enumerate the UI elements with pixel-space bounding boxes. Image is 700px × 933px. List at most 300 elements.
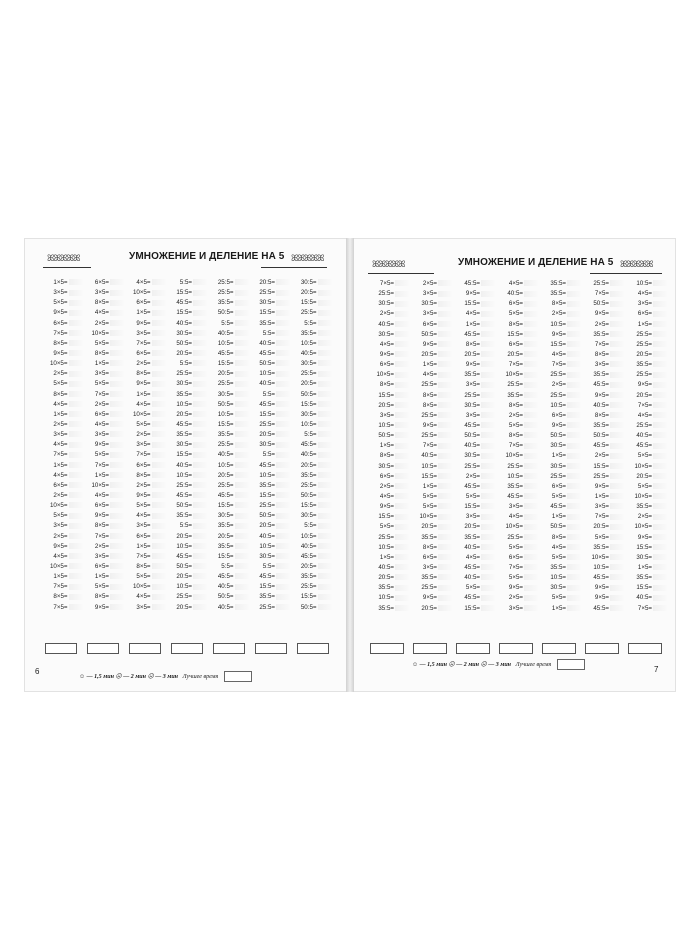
- answer-field[interactable]: [395, 574, 409, 580]
- answer-field[interactable]: [610, 524, 624, 530]
- answer-field[interactable]: [69, 553, 83, 559]
- answer-field[interactable]: [276, 310, 290, 316]
- answer-field[interactable]: [152, 452, 166, 458]
- answer-field[interactable]: [276, 279, 290, 285]
- answer-field[interactable]: [610, 331, 624, 337]
- answer-field[interactable]: [318, 604, 332, 610]
- answer-field[interactable]: [152, 513, 166, 519]
- answer-field[interactable]: [481, 493, 495, 499]
- answer-field[interactable]: [110, 300, 124, 306]
- answer-field[interactable]: [193, 584, 207, 590]
- answer-field[interactable]: [193, 340, 207, 346]
- answer-field[interactable]: [653, 483, 667, 489]
- answer-field[interactable]: [152, 300, 166, 306]
- answer-field[interactable]: [438, 605, 452, 611]
- answer-field[interactable]: [653, 534, 667, 540]
- answer-field[interactable]: [438, 402, 452, 408]
- answer-field[interactable]: [193, 442, 207, 448]
- answer-field[interactable]: [438, 463, 452, 469]
- answer-field[interactable]: [235, 594, 249, 600]
- answer-field[interactable]: [193, 502, 207, 508]
- answer-field[interactable]: [438, 544, 452, 550]
- answer-field[interactable]: [438, 585, 452, 591]
- answer-field[interactable]: [69, 482, 83, 488]
- answer-field[interactable]: [152, 584, 166, 590]
- answer-field[interactable]: [395, 331, 409, 337]
- answer-field[interactable]: [395, 585, 409, 591]
- answer-field[interactable]: [318, 391, 332, 397]
- answer-field[interactable]: [481, 311, 495, 317]
- answer-field[interactable]: [395, 524, 409, 530]
- answer-field[interactable]: [276, 340, 290, 346]
- answer-field[interactable]: [481, 291, 495, 297]
- answer-field[interactable]: [110, 421, 124, 427]
- answer-field[interactable]: [276, 391, 290, 397]
- answer-field[interactable]: [276, 573, 290, 579]
- answer-field[interactable]: [152, 472, 166, 478]
- answer-field[interactable]: [69, 533, 83, 539]
- answer-field[interactable]: [193, 462, 207, 468]
- answer-field[interactable]: [395, 382, 409, 388]
- answer-field[interactable]: [276, 513, 290, 519]
- answer-field[interactable]: [610, 463, 624, 469]
- answer-field[interactable]: [653, 392, 667, 398]
- answer-field[interactable]: [567, 321, 581, 327]
- answer-field[interactable]: [110, 330, 124, 336]
- answer-field[interactable]: [524, 453, 538, 459]
- answer-field[interactable]: [395, 361, 409, 367]
- answer-field[interactable]: [567, 453, 581, 459]
- answer-field[interactable]: [481, 351, 495, 357]
- answer-field[interactable]: [524, 595, 538, 601]
- answer-field[interactable]: [235, 513, 249, 519]
- answer-field[interactable]: [481, 534, 495, 540]
- answer-field[interactable]: [567, 463, 581, 469]
- answer-field[interactable]: [395, 514, 409, 520]
- answer-field[interactable]: [235, 290, 249, 296]
- answer-field[interactable]: [318, 360, 332, 366]
- answer-field[interactable]: [395, 463, 409, 469]
- answer-field[interactable]: [524, 392, 538, 398]
- answer-field[interactable]: [318, 350, 332, 356]
- answer-field[interactable]: [438, 503, 452, 509]
- answer-field[interactable]: [276, 360, 290, 366]
- answer-field[interactable]: [235, 300, 249, 306]
- answer-field[interactable]: [481, 595, 495, 601]
- answer-field[interactable]: [395, 402, 409, 408]
- answer-field[interactable]: [110, 350, 124, 356]
- answer-field[interactable]: [438, 595, 452, 601]
- answer-field[interactable]: [481, 382, 495, 388]
- answer-field[interactable]: [276, 421, 290, 427]
- answer-field[interactable]: [152, 381, 166, 387]
- answer-field[interactable]: [438, 443, 452, 449]
- answer-field[interactable]: [610, 544, 624, 550]
- answer-field[interactable]: [610, 301, 624, 307]
- answer-field[interactable]: [610, 321, 624, 327]
- answer-field[interactable]: [318, 482, 332, 488]
- answer-field[interactable]: [481, 301, 495, 307]
- answer-field[interactable]: [481, 585, 495, 591]
- answer-field[interactable]: [653, 432, 667, 438]
- answer-field[interactable]: [276, 492, 290, 498]
- answer-field[interactable]: [610, 422, 624, 428]
- answer-field[interactable]: [110, 573, 124, 579]
- answer-field[interactable]: [235, 584, 249, 590]
- answer-field[interactable]: [235, 523, 249, 529]
- answer-field[interactable]: [276, 604, 290, 610]
- answer-field[interactable]: [653, 564, 667, 570]
- answer-field[interactable]: [438, 412, 452, 418]
- answer-field[interactable]: [69, 290, 83, 296]
- answer-field[interactable]: [110, 502, 124, 508]
- answer-field[interactable]: [438, 321, 452, 327]
- answer-field[interactable]: [653, 503, 667, 509]
- answer-field[interactable]: [318, 502, 332, 508]
- answer-field[interactable]: [395, 534, 409, 540]
- answer-field[interactable]: [318, 371, 332, 377]
- answer-field[interactable]: [69, 543, 83, 549]
- answer-field[interactable]: [69, 381, 83, 387]
- answer-field[interactable]: [318, 543, 332, 549]
- answer-field[interactable]: [395, 595, 409, 601]
- answer-field[interactable]: [481, 514, 495, 520]
- answer-field[interactable]: [276, 452, 290, 458]
- answer-field[interactable]: [110, 371, 124, 377]
- answer-field[interactable]: [481, 554, 495, 560]
- answer-field[interactable]: [110, 340, 124, 346]
- answer-field[interactable]: [69, 513, 83, 519]
- answer-field[interactable]: [276, 543, 290, 549]
- answer-field[interactable]: [110, 492, 124, 498]
- answer-field[interactable]: [152, 330, 166, 336]
- answer-field[interactable]: [524, 331, 538, 337]
- answer-field[interactable]: [438, 422, 452, 428]
- answer-field[interactable]: [610, 443, 624, 449]
- answer-field[interactable]: [524, 291, 538, 297]
- answer-field[interactable]: [567, 534, 581, 540]
- answer-field[interactable]: [69, 452, 83, 458]
- answer-field[interactable]: [438, 473, 452, 479]
- answer-field[interactable]: [110, 604, 124, 610]
- answer-field[interactable]: [110, 431, 124, 437]
- answer-field[interactable]: [653, 544, 667, 550]
- answer-field[interactable]: [69, 279, 83, 285]
- answer-field[interactable]: [653, 331, 667, 337]
- answer-field[interactable]: [276, 594, 290, 600]
- answer-field[interactable]: [235, 462, 249, 468]
- answer-field[interactable]: [610, 351, 624, 357]
- answer-field[interactable]: [235, 472, 249, 478]
- answer-field[interactable]: [235, 350, 249, 356]
- answer-field[interactable]: [69, 573, 83, 579]
- answer-field[interactable]: [318, 381, 332, 387]
- answer-field[interactable]: [438, 361, 452, 367]
- time-box[interactable]: [129, 643, 161, 654]
- answer-field[interactable]: [438, 514, 452, 520]
- answer-field[interactable]: [567, 605, 581, 611]
- answer-field[interactable]: [610, 432, 624, 438]
- answer-field[interactable]: [524, 554, 538, 560]
- answer-field[interactable]: [653, 321, 667, 327]
- answer-field[interactable]: [318, 279, 332, 285]
- answer-field[interactable]: [395, 412, 409, 418]
- answer-field[interactable]: [276, 350, 290, 356]
- answer-field[interactable]: [69, 350, 83, 356]
- answer-field[interactable]: [235, 452, 249, 458]
- answer-field[interactable]: [524, 564, 538, 570]
- answer-field[interactable]: [653, 605, 667, 611]
- time-box[interactable]: [297, 643, 329, 654]
- answer-field[interactable]: [524, 361, 538, 367]
- answer-field[interactable]: [395, 483, 409, 489]
- answer-field[interactable]: [235, 492, 249, 498]
- answer-field[interactable]: [524, 372, 538, 378]
- answer-field[interactable]: [653, 595, 667, 601]
- answer-field[interactable]: [152, 340, 166, 346]
- time-box[interactable]: [87, 643, 119, 654]
- answer-field[interactable]: [438, 382, 452, 388]
- answer-field[interactable]: [235, 502, 249, 508]
- answer-field[interactable]: [235, 391, 249, 397]
- answer-field[interactable]: [235, 563, 249, 569]
- answer-field[interactable]: [318, 523, 332, 529]
- answer-field[interactable]: [653, 361, 667, 367]
- answer-field[interactable]: [395, 341, 409, 347]
- answer-field[interactable]: [276, 472, 290, 478]
- answer-field[interactable]: [235, 340, 249, 346]
- answer-field[interactable]: [653, 311, 667, 317]
- answer-field[interactable]: [193, 401, 207, 407]
- answer-field[interactable]: [110, 523, 124, 529]
- answer-field[interactable]: [193, 482, 207, 488]
- answer-field[interactable]: [318, 594, 332, 600]
- answer-field[interactable]: [276, 442, 290, 448]
- answer-field[interactable]: [438, 341, 452, 347]
- answer-field[interactable]: [69, 401, 83, 407]
- best-time-box[interactable]: [557, 659, 585, 670]
- answer-field[interactable]: [110, 452, 124, 458]
- answer-field[interactable]: [110, 381, 124, 387]
- answer-field[interactable]: [318, 563, 332, 569]
- answer-field[interactable]: [69, 472, 83, 478]
- answer-field[interactable]: [276, 320, 290, 326]
- answer-field[interactable]: [524, 544, 538, 550]
- answer-field[interactable]: [438, 372, 452, 378]
- answer-field[interactable]: [152, 279, 166, 285]
- answer-field[interactable]: [193, 543, 207, 549]
- answer-field[interactable]: [395, 453, 409, 459]
- answer-field[interactable]: [653, 341, 667, 347]
- answer-field[interactable]: [235, 482, 249, 488]
- answer-field[interactable]: [567, 554, 581, 560]
- answer-field[interactable]: [193, 604, 207, 610]
- answer-field[interactable]: [653, 291, 667, 297]
- answer-field[interactable]: [152, 442, 166, 448]
- answer-field[interactable]: [152, 421, 166, 427]
- time-box[interactable]: [45, 643, 77, 654]
- answer-field[interactable]: [610, 534, 624, 540]
- answer-field[interactable]: [395, 301, 409, 307]
- answer-field[interactable]: [193, 371, 207, 377]
- answer-field[interactable]: [524, 534, 538, 540]
- answer-field[interactable]: [152, 350, 166, 356]
- answer-field[interactable]: [438, 534, 452, 540]
- answer-field[interactable]: [69, 523, 83, 529]
- answer-field[interactable]: [438, 311, 452, 317]
- answer-field[interactable]: [110, 360, 124, 366]
- answer-field[interactable]: [110, 513, 124, 519]
- answer-field[interactable]: [152, 371, 166, 377]
- answer-field[interactable]: [152, 543, 166, 549]
- answer-field[interactable]: [235, 573, 249, 579]
- answer-field[interactable]: [193, 320, 207, 326]
- answer-field[interactable]: [152, 482, 166, 488]
- answer-field[interactable]: [567, 574, 581, 580]
- answer-field[interactable]: [318, 300, 332, 306]
- answer-field[interactable]: [481, 574, 495, 580]
- answer-field[interactable]: [235, 310, 249, 316]
- time-box[interactable]: [370, 643, 404, 654]
- answer-field[interactable]: [110, 563, 124, 569]
- answer-field[interactable]: [610, 605, 624, 611]
- answer-field[interactable]: [481, 473, 495, 479]
- answer-field[interactable]: [276, 431, 290, 437]
- answer-field[interactable]: [481, 331, 495, 337]
- answer-field[interactable]: [276, 482, 290, 488]
- answer-field[interactable]: [438, 554, 452, 560]
- answer-field[interactable]: [69, 584, 83, 590]
- answer-field[interactable]: [110, 401, 124, 407]
- answer-field[interactable]: [395, 280, 409, 286]
- answer-field[interactable]: [481, 341, 495, 347]
- answer-field[interactable]: [567, 361, 581, 367]
- answer-field[interactable]: [481, 392, 495, 398]
- answer-field[interactable]: [481, 453, 495, 459]
- answer-field[interactable]: [610, 412, 624, 418]
- answer-field[interactable]: [276, 502, 290, 508]
- answer-field[interactable]: [438, 331, 452, 337]
- answer-field[interactable]: [481, 422, 495, 428]
- answer-field[interactable]: [193, 472, 207, 478]
- answer-field[interactable]: [69, 300, 83, 306]
- answer-field[interactable]: [395, 422, 409, 428]
- answer-field[interactable]: [524, 463, 538, 469]
- answer-field[interactable]: [69, 563, 83, 569]
- answer-field[interactable]: [438, 280, 452, 286]
- answer-field[interactable]: [567, 585, 581, 591]
- answer-field[interactable]: [110, 310, 124, 316]
- answer-field[interactable]: [193, 513, 207, 519]
- answer-field[interactable]: [567, 432, 581, 438]
- answer-field[interactable]: [610, 382, 624, 388]
- answer-field[interactable]: [567, 402, 581, 408]
- answer-field[interactable]: [567, 341, 581, 347]
- answer-field[interactable]: [481, 361, 495, 367]
- answer-field[interactable]: [152, 573, 166, 579]
- answer-field[interactable]: [567, 280, 581, 286]
- answer-field[interactable]: [653, 493, 667, 499]
- answer-field[interactable]: [69, 320, 83, 326]
- answer-field[interactable]: [653, 524, 667, 530]
- answer-field[interactable]: [69, 391, 83, 397]
- answer-field[interactable]: [610, 473, 624, 479]
- answer-field[interactable]: [395, 321, 409, 327]
- answer-field[interactable]: [481, 402, 495, 408]
- answer-field[interactable]: [524, 605, 538, 611]
- answer-field[interactable]: [193, 573, 207, 579]
- answer-field[interactable]: [69, 421, 83, 427]
- answer-field[interactable]: [193, 330, 207, 336]
- answer-field[interactable]: [152, 431, 166, 437]
- answer-field[interactable]: [653, 372, 667, 378]
- answer-field[interactable]: [567, 382, 581, 388]
- answer-field[interactable]: [152, 502, 166, 508]
- answer-field[interactable]: [610, 291, 624, 297]
- answer-field[interactable]: [152, 553, 166, 559]
- answer-field[interactable]: [235, 381, 249, 387]
- answer-field[interactable]: [193, 310, 207, 316]
- answer-field[interactable]: [567, 493, 581, 499]
- answer-field[interactable]: [318, 320, 332, 326]
- answer-field[interactable]: [318, 401, 332, 407]
- answer-field[interactable]: [193, 594, 207, 600]
- time-box[interactable]: [255, 643, 287, 654]
- time-box[interactable]: [585, 643, 619, 654]
- answer-field[interactable]: [69, 330, 83, 336]
- answer-field[interactable]: [524, 402, 538, 408]
- answer-field[interactable]: [110, 594, 124, 600]
- answer-field[interactable]: [152, 492, 166, 498]
- answer-field[interactable]: [235, 360, 249, 366]
- answer-field[interactable]: [395, 554, 409, 560]
- answer-field[interactable]: [653, 554, 667, 560]
- answer-field[interactable]: [524, 422, 538, 428]
- time-box[interactable]: [628, 643, 662, 654]
- answer-field[interactable]: [524, 524, 538, 530]
- answer-field[interactable]: [395, 392, 409, 398]
- answer-field[interactable]: [276, 371, 290, 377]
- answer-field[interactable]: [152, 360, 166, 366]
- answer-field[interactable]: [438, 564, 452, 570]
- answer-field[interactable]: [524, 432, 538, 438]
- answer-field[interactable]: [152, 533, 166, 539]
- answer-field[interactable]: [110, 584, 124, 590]
- answer-field[interactable]: [69, 340, 83, 346]
- answer-field[interactable]: [438, 574, 452, 580]
- answer-field[interactable]: [235, 279, 249, 285]
- answer-field[interactable]: [110, 411, 124, 417]
- answer-field[interactable]: [653, 514, 667, 520]
- answer-field[interactable]: [69, 594, 83, 600]
- answer-field[interactable]: [567, 514, 581, 520]
- answer-field[interactable]: [193, 290, 207, 296]
- answer-field[interactable]: [276, 523, 290, 529]
- answer-field[interactable]: [481, 321, 495, 327]
- answer-field[interactable]: [318, 492, 332, 498]
- time-box[interactable]: [213, 643, 245, 654]
- answer-field[interactable]: [610, 585, 624, 591]
- answer-field[interactable]: [193, 391, 207, 397]
- answer-field[interactable]: [152, 523, 166, 529]
- answer-field[interactable]: [318, 472, 332, 478]
- answer-field[interactable]: [395, 503, 409, 509]
- answer-field[interactable]: [567, 544, 581, 550]
- answer-field[interactable]: [193, 452, 207, 458]
- answer-field[interactable]: [610, 453, 624, 459]
- answer-field[interactable]: [524, 473, 538, 479]
- answer-field[interactable]: [318, 290, 332, 296]
